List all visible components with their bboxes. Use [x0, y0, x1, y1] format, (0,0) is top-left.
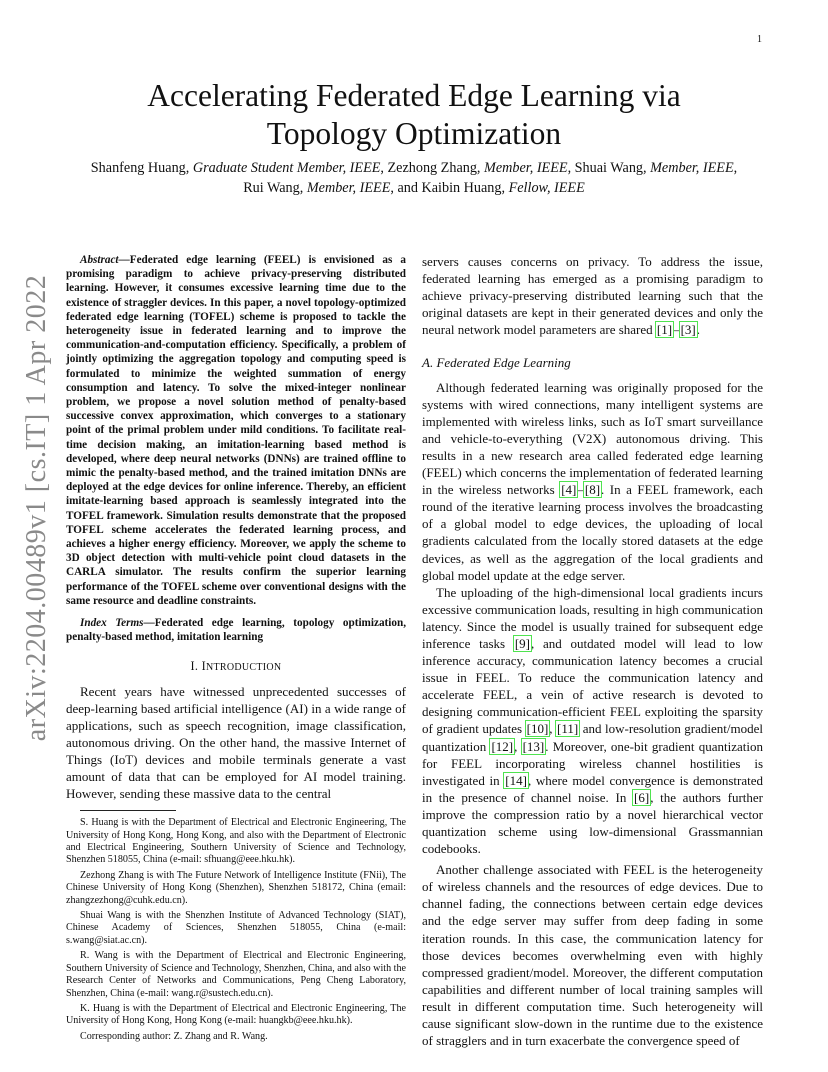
author-5-role: Fellow, IEEE: [508, 180, 585, 196]
section-heading-introduction: I. INTRODUCTION: [190, 659, 282, 674]
abstract-text: —Federated edge learning (FEEL) is envisioned as a promising paradigm to achieve privacy-preserving distributed learning. However, it consumes excessive learning time due to the existence of straggler devices. In this paper, a novel topology-optimized federated edge learning (TOFEL) scheme is proposed to tackle the heterogeneity issue in federated learning and to improve the communication-and-computation efficiency. Specifically, a problem of jointly optimizing the aggregation topology and computing speed is formulated to minimize the weighted summation of energy consumption and latency. To solve the mixed-integer nonlinear problem, we propose a novel solution method of penalty-based successive convex approximation, which converges to a stationary point of the primal problem under mild conditions. To facilitate real-time decision making, an imitation-learning based method is developed, where deep neural networks (DNNs) are trained offline to mimic the penalty-based method, and the trained imitation DNNs are deployed at the edge devices for online inference. Thereby, an efficient imitate-learning based approach is seamlessly integrated into the TOFEL framework. Simulation results demonstrate that the proposed TOFEL scheme accelerates the federated learning process, and achieves a higher energy efficiency. Moreover, we apply the scheme to 3D object detection with multi-vehicle point cloud datasets in the CARLA simulator. The results confirm the superior learning performance of the TOFEL scheme over conventional designs with the same resource and deadline constraints.: [66, 254, 406, 607]
abstract-lead: Abstract: [80, 254, 119, 266]
paper-title: [60, 77, 768, 153]
left-column: [66, 253, 406, 1046]
title-line-2: Topology Optimization: [266, 116, 562, 151]
author-line-2: [40, 178, 788, 198]
author-3: , Shuai Wang,: [567, 160, 651, 176]
footnote-huang-kaibin: K. Huang is with the Department of Electrical and Electronic Engineering, The University of Hong Kong, Hong Kong (e-mail: huangkb@eee.hku.hk).: [66, 1002, 406, 1027]
arxiv-side-stamp: [21, 274, 52, 742]
feel-paragraph-1: Although federated learning was originally proposed for the systems with wired connections, many intelligent systems are implemented with wireless links, such as IoT smart surveillance and vehicle-to-everything (V2X) autonomous driving. This results in a new research area called federated edge learning (FEEL) which concerns the implementation of federated learning in the wireless networks [4]–[8]. In a FEEL framework, each round of the iterative learning process involves the broadcasting of a global model to edge devices, the uploading of local gradients calculated from the locally stored datasets at the edge devices, as well as the aggregation of the local gradients and global model update at the edge server.: [422, 379, 763, 583]
citation-link[interactable]: [12]: [491, 738, 514, 754]
author-5: , and Kaibin Huang,: [390, 180, 509, 196]
title-line-1: Accelerating Federated Edge Learning via: [147, 78, 681, 113]
author-1: Shanfeng Huang,: [90, 160, 193, 176]
footnote-wang-rui: R. Wang is with the Department of Electrical and Electronic Engineering, Southern University of Science and Technology, Shenzhen, China, and also with the Research Center of Networks and Communications, Peng Cheng Laboratory, Shenzhen, China (e-mail: wang.r@sustech.edu.cn).: [66, 950, 406, 999]
author-list: [40, 158, 788, 198]
right-column: [422, 253, 763, 1049]
author-2-role: Member, IEEE: [484, 160, 568, 176]
citation-link[interactable]: [3]: [680, 322, 696, 338]
citation-link[interactable]: [6]: [634, 789, 650, 805]
index-terms-lead: Index Terms: [80, 617, 144, 630]
footnote-rule: [80, 810, 176, 811]
feel-paragraph-3: Another challenge associated with FEEL is the heterogeneity of wireless channels and the resources of edge devices. Due to channel fading, the connections between certain edge devices and the edge server may suffer from deep fading in some iteration rounds. In this case, the communication latency for those devices becomes overwhelming even with highly compressed gradient/model. Moreover, the different computation capabilities and different number of local training samples will result in different computation time. Such heterogeneity will cause significant slow-down in the runtime due to the existence of stragglers and in turn exacerbate the convergence speed of: [422, 862, 763, 1049]
page-number: 1: [757, 34, 762, 45]
arxiv-identifier: arXiv:2204.00489v1 [cs.IT] 1 Apr 2022: [21, 274, 52, 742]
citation-link[interactable]: [10]: [526, 721, 549, 737]
intro-paragraph-continued: servers causes concerns on privacy. To address the issue, federated learning has emerged as a promising paradigm to achieve privacy-preserving distributed learning such that the original datasets are kept in their generated devices and only the neural network model parameters are shared [1]–[3].: [422, 254, 763, 338]
intro-paragraph-1: Recent years have witnessed unprecedented successes of deep-learning based artificial intelligence (AI) in a wide range of applications, such as speech recognition, image classification, autonomous driving. On the other hand, the massive Internet of Things (IoT) devices and mobile terminals generate a vast amount of data that can be employed for AI model training. However, sending these massive data to the central: [66, 683, 406, 802]
feel-paragraph-2: The uploading of the high-dimensional local gradients incurs excessive communication loads, resulting in high communication latency. Since the model is usually trained for subsequent edge inference tasks [9], and outdated model will lead to low inference accuracy, communication latency becomes a crucial issue in FEEL. To reduce the communication latency and accelerate FEEL, a vein of active research is devoted to designing communication-efficient FEEL exploiting the sparsity of gradient updates [10], [11] and low-resolution gradient/model quantization [12], [13]. Moreover, one-bit gradient quantization for FEEL incorporating wireless channel hostilities is investigated in [14], where model convergence is demonstrated in the presence of channel noise. In [6], the authors further improve the compression ratio by a novel hierarchical vector quantization scheme using low-dimensional Grassmannian codebooks.: [422, 584, 764, 857]
footnote-corresponding: Corresponding author: Z. Zhang and R. Wang.: [80, 1030, 268, 1042]
author-2: , Zezhong Zhang,: [380, 160, 485, 176]
author-1-role: Graduate Student Member, IEEE: [192, 160, 381, 176]
author-separator: ,: [733, 160, 738, 176]
author-4: Rui Wang,: [243, 180, 307, 196]
footnote-wang-shuai: Shuai Wang is with the Shenzhen Institute of Advanced Technology (SIAT), Chinese Academy of Sciences, Shenzhen 518055, China (e-mail: s.wang@siat.ac.cn).: [66, 910, 406, 946]
citation-link[interactable]: [4]: [561, 482, 577, 498]
citation-link[interactable]: [9]: [514, 635, 531, 651]
citation-link[interactable]: [14]: [505, 772, 527, 788]
author-3-role: Member, IEEE: [650, 160, 734, 176]
subsection-heading-feel: A. Federated Edge Learning: [422, 355, 571, 371]
footnote-huang: S. Huang is with the Department of Electrical and Electronic Engineering, The University of Hong Kong, Hong Kong, and also with the Department of Electronic and Electrical Engineering, Southern University of Science and Technology, Shenzhen 518055, China (e-mail: sfhuang@eee.hku.hk).: [66, 817, 406, 866]
index-terms-text: —Federated edge learning, topology optimization, penalty-based method, imitation learning: [66, 617, 406, 644]
citation-link[interactable]: [8]: [584, 482, 601, 498]
abstract: [66, 253, 406, 608]
citation-link[interactable]: [11]: [557, 721, 579, 737]
author-line-1: [40, 158, 788, 178]
index-terms: [66, 616, 406, 644]
citation-link[interactable]: [13]: [522, 738, 545, 754]
citation-link[interactable]: [1]: [656, 322, 673, 338]
footnote-zhang: Zezhong Zhang is with The Future Network of Intelligence Institute (FNii), The Chinese University of Hong Kong (Shenzhen), Shenzhen 518172, China (email: zhangzezhong@cuhk.edu.cn).: [66, 869, 406, 906]
author-4-role: Member, IEEE: [306, 180, 391, 196]
